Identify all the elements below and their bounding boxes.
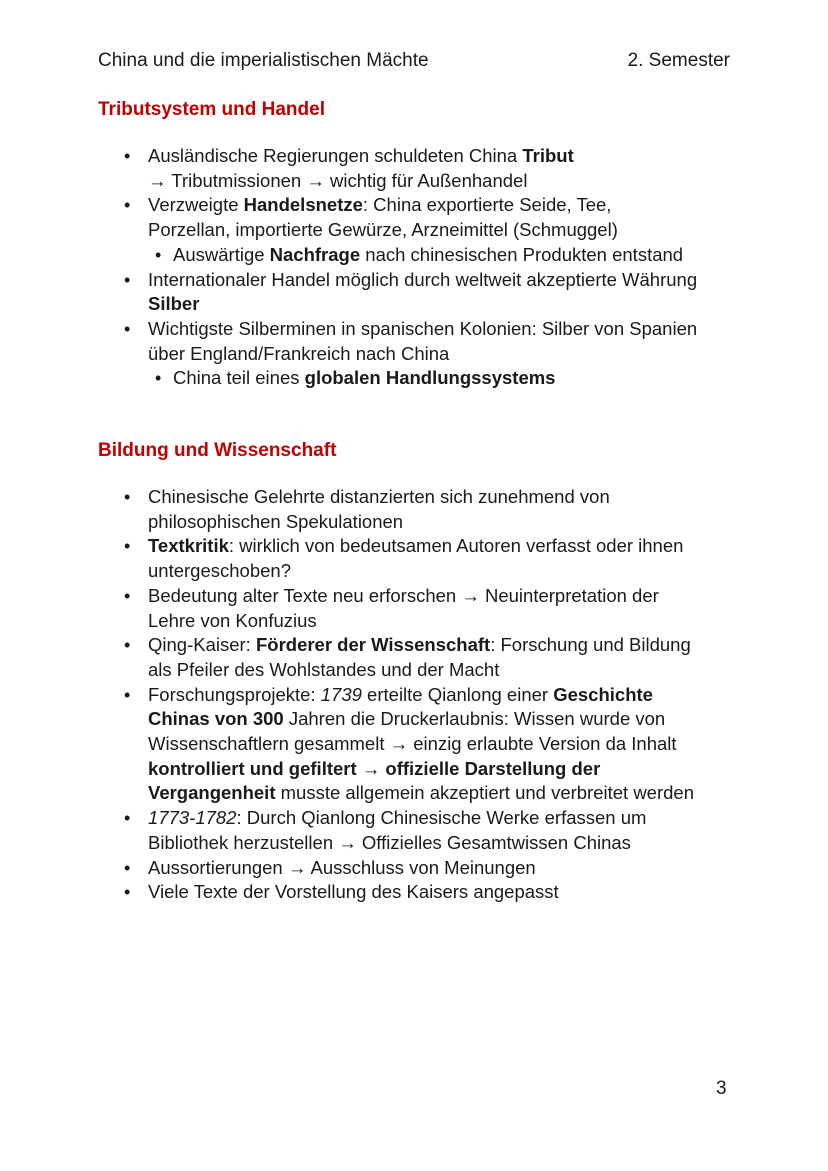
list-item: • Textkritik: wirklich von bedeutsamen Autoren verfasst oder ihnen untergeschoben? [148, 534, 748, 583]
list-item: • Chinesische Gelehrte distanzierten sich zunehmend von philosophischen Spekulationen [148, 485, 748, 534]
list-item: • Qing-Kaiser: Förderer der Wissenschaft: Forschung und Bildung als Pfeiler des Wohlstandes und der Macht [148, 633, 748, 682]
list-item: • Wichtigste Silberminen in spanischen Kolonien: Silber von Spanien über England/Frankreich nach China • China teil eines globalen Handlungssystems [148, 317, 748, 391]
list-item: • Internationaler Handel möglich durch weltweit akzeptierte Währung Silber [148, 268, 748, 317]
list-item: • Forschungsprojekte: 1739 erteilte Qianlong einer Geschichte Chinas von 300 Jahren die Druckerlaubnis: Wissen wurde von Wissenschaftlern gesammelt → einzig erlaubte Version da Inhalt kontrolliert und gefiltert → offizielle Darstellung der Vergangenheit musste allgemein akzeptiert und verbreitet werden [148, 683, 748, 807]
sub-list [148, 243, 748, 268]
section-title-bildung: Bildung und Wissenschaft [98, 440, 337, 461]
sub-list [148, 366, 748, 391]
document-title: China und die imperialistischen Mächte [98, 50, 429, 71]
list-item: • Verzweigte Handelsnetze: China exportierte Seide, Tee, Porzellan, importierte Gewürze, Arzneimittel (Schmuggel) • Auswärtige Nachfrage nach chinesischen Produkten entstand [148, 193, 748, 267]
bildung-list [148, 485, 748, 905]
list-item: • Bedeutung alter Texte neu erforschen → Neuinterpretation der Lehre von Konfuzius [148, 584, 748, 633]
list-item: • Viele Texte der Vorstellung des Kaisers angepasst [148, 880, 748, 905]
tributsystem-list [148, 144, 748, 391]
list-item: • Ausländische Regierungen schuldeten China Tribut → Tributmissionen → wichtig für Außenhandel [148, 144, 748, 193]
sub-list-item: • China teil eines globalen Handlungssystems [173, 366, 748, 391]
list-item: • Aussortierungen → Ausschluss von Meinungen [148, 856, 748, 881]
list-item: • 1773-1782: Durch Qianlong Chinesische Werke erfassen um Bibliothek herzustellen → Offizielles Gesamtwissen Chinas [148, 806, 748, 855]
section-title-tributsystem: Tributsystem und Handel [98, 99, 325, 120]
page-header [98, 49, 730, 73]
page-number: 3 [716, 1078, 727, 1099]
sub-list-item: • Auswärtige Nachfrage nach chinesischen Produkten entstand [173, 243, 748, 268]
semester-label: 2. Semester [627, 50, 730, 71]
